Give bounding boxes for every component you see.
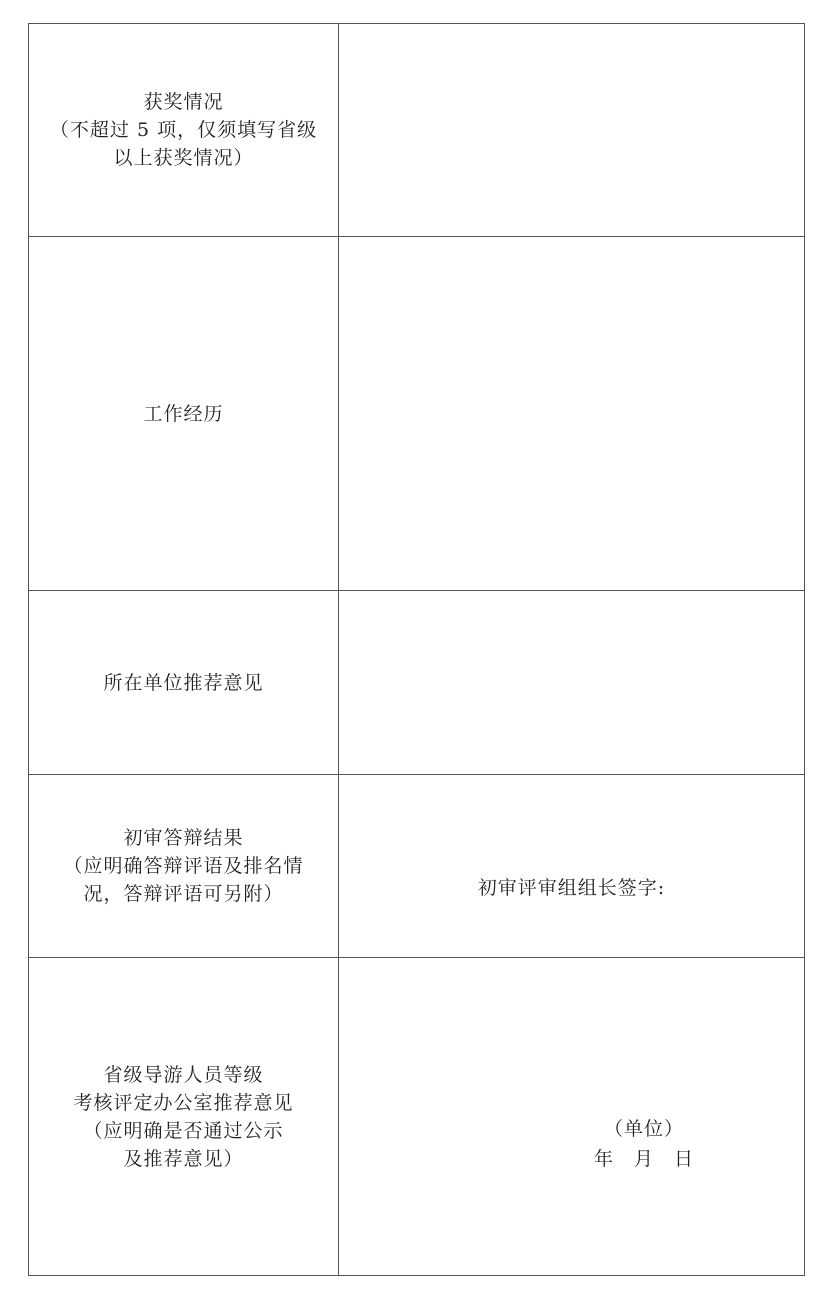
provincial-office-label-line-3: （应明确是否通过公示 [83,1119,284,1142]
preliminary-defense-input-cell[interactable] [339,775,805,958]
awards-input-cell[interactable] [339,24,805,237]
preliminary-defense-label-line-1: 初审答辩结果 [123,827,244,849]
preliminary-defense-label-cell [29,775,339,958]
unit-stamp-label: （单位） [603,1118,684,1140]
provincial-office-label-line-2: 考核评定办公室推荐意见 [73,1091,294,1114]
awards-row [29,24,805,237]
provincial-office-row [29,958,805,1276]
work-experience-input-cell[interactable] [339,237,805,591]
preliminary-defense-row [29,775,805,958]
unit-recommendation-label-cell [29,591,339,775]
unit-date-block [569,1114,719,1174]
awards-label-line-2: （不超过 5 项，仅须填写省级 [49,119,318,141]
awards-label-line-3: 以上获奖情况） [113,147,254,169]
group-leader-signature-label: 初审评审组组长签字: [477,877,666,899]
work-experience-label-cell [29,237,339,591]
provincial-office-label-line-4: 及推荐意见） [123,1147,244,1170]
provincial-office-label-cell [29,958,339,1276]
preliminary-defense-label-line-3: 况，答辩评语可另附） [83,883,284,905]
unit-recommendation-row [29,591,805,775]
unit-recommendation-label: 所在单位推荐意见 [103,671,264,694]
work-experience-row [29,237,805,591]
date-label: 年 月 日 [593,1148,694,1170]
unit-recommendation-input-cell[interactable] [339,591,805,775]
awards-label-cell [29,24,339,237]
provincial-office-input-cell[interactable] [339,958,805,1276]
provincial-office-label-line-1: 省级导游人员等级 [103,1063,264,1086]
preliminary-defense-label-line-2: （应明确答辩评语及排名情 [63,855,304,877]
awards-label-line-1: 获奖情况 [143,91,224,113]
application-form-table [28,23,805,1276]
work-experience-label: 工作经历 [143,402,224,425]
